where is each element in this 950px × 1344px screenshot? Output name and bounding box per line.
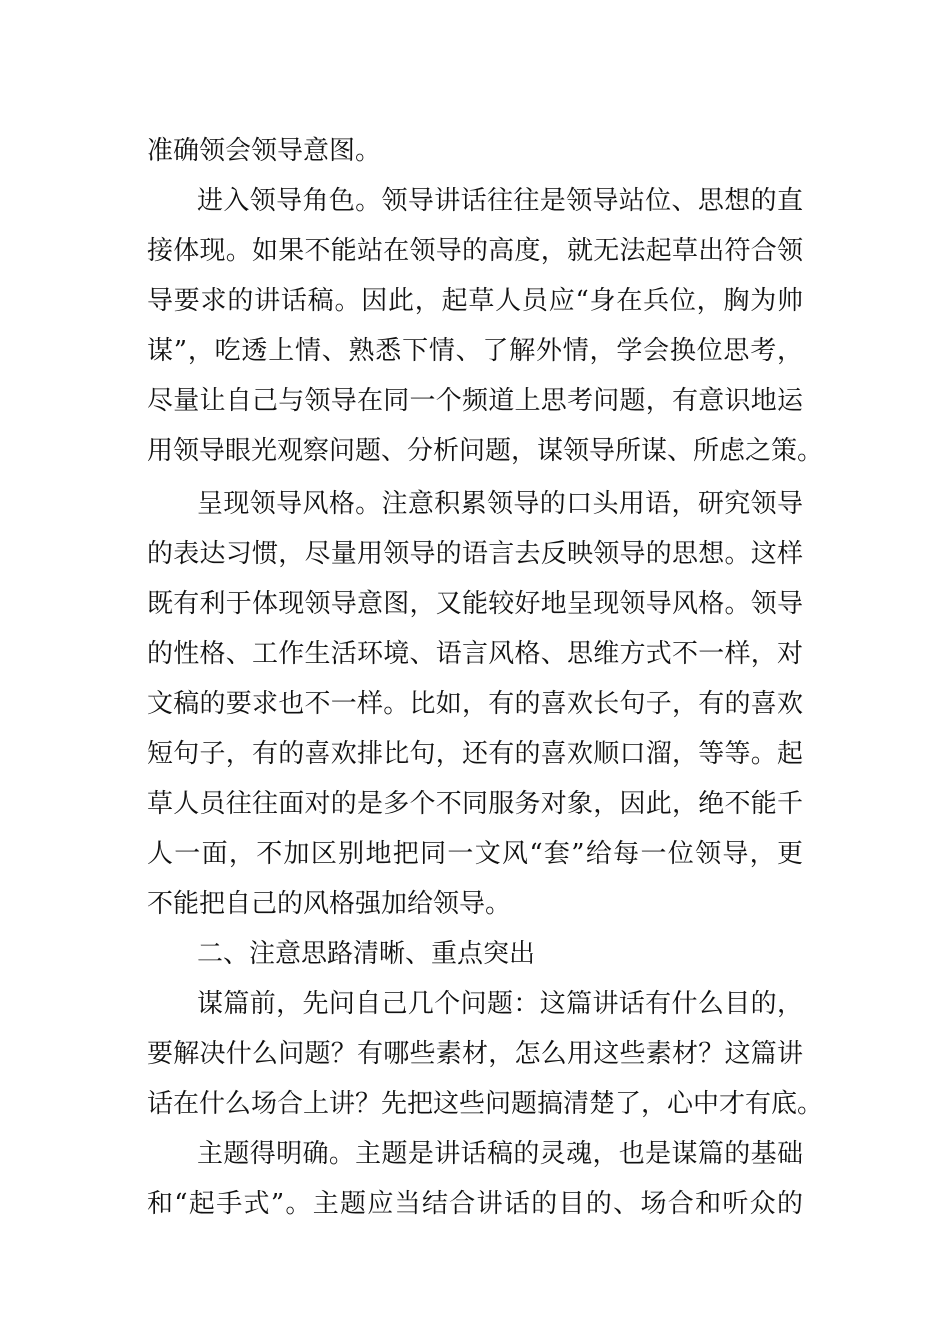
text-line: 话在什么场合上讲？先把这些问题搞清楚了，心中才有底。 xyxy=(147,1089,824,1119)
text-line: 的性格、工作生活环境、语言风格、思维方式不一样，对 xyxy=(147,639,803,669)
text-line: 准确领会领导意图。 xyxy=(147,136,382,166)
text-line: 谋”，吃透上情、熟悉下情、了解外情，学会换位思考， xyxy=(147,336,803,366)
text-line: 短句子，有的喜欢排比句，还有的喜欢顺口溜，等等。起 xyxy=(147,739,803,769)
text-line: 草人员往往面对的是多个不同服务对象，因此，绝不能千 xyxy=(147,789,803,819)
text-line: 既有利于体现领导意图，又能较好地呈现领导风格。领导 xyxy=(147,589,803,619)
paragraph-heading-line: 呈现领导风格。注意积累领导的口头用语，研究领导 xyxy=(197,489,803,519)
section-heading: 二、注意思路清晰、重点突出 xyxy=(197,939,536,969)
text-line: 不能把自己的风格强加给领导。 xyxy=(147,889,512,919)
text-line: 的表达习惯，尽量用领导的语言去反映领导的思想。这样 xyxy=(147,539,803,569)
text-line: 尽量让自己与领导在同一个频道上思考问题，有意识地运 xyxy=(147,386,803,416)
text-line: 人一面，不加区别地把同一文风“套”给每一位领导，更 xyxy=(147,839,803,869)
paragraph-heading-line: 进入领导角色。领导讲话往往是领导站位、思想的直 xyxy=(197,186,803,216)
text-line: 接体现。如果不能站在领导的高度，就无法起草出符合领 xyxy=(147,236,803,266)
text-line: 谋篇前，先问自己几个问题：这篇讲话有什么目的， xyxy=(197,989,803,1019)
text-line: 文稿的要求也不一样。比如，有的喜欢长句子，有的喜欢 xyxy=(147,689,803,719)
text-line: 用领导眼光观察问题、分析问题，谋领导所谋、所虑之策。 xyxy=(147,436,824,466)
text-line: 导要求的讲话稿。因此，起草人员应“身在兵位，胸为帅 xyxy=(147,286,803,316)
paragraph-heading-line: 主题得明确。主题是讲话稿的灵魂，也是谋篇的基础 xyxy=(197,1139,803,1169)
text-line: 要解决什么问题？有哪些素材，怎么用这些素材？这篇讲 xyxy=(147,1039,803,1069)
text-line: 和“起手式”。主题应当结合讲话的目的、场合和听众的 xyxy=(147,1189,803,1219)
